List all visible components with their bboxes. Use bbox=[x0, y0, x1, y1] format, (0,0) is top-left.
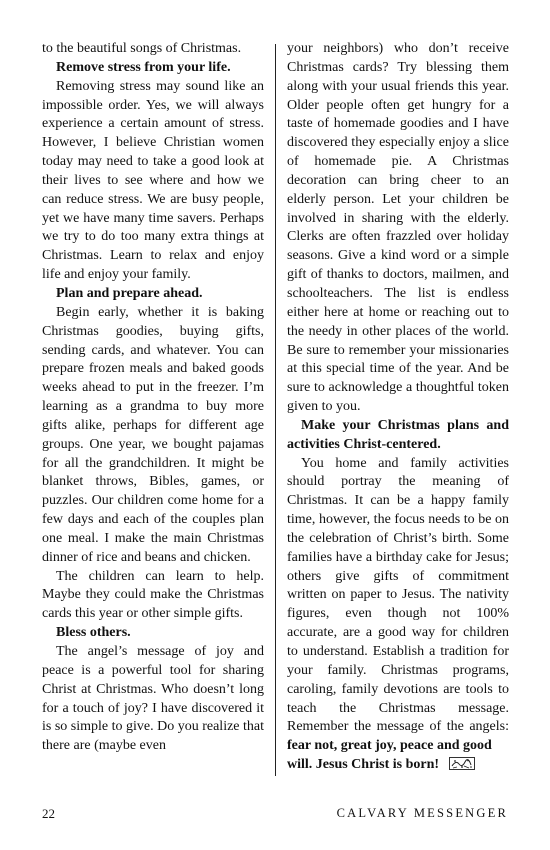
paragraph: Removing stress may sound like an impossible order. Yes, we will always experience a certain amount of stress. However, I believe Christian women today may need to take a good look at their lives to see where and how we can reduce stress. We are busy people, yet we have many time savers. Perhaps we try to do too many extra things at Christmas. Learn to relax and enjoy life and enjoy your family. bbox=[42, 78, 264, 283]
closing-emphasis: fear not, great joy, peace and good bbox=[287, 738, 492, 754]
running-head: CALVARY MESSENGER bbox=[336, 806, 508, 820]
end-of-article-ornament-icon bbox=[449, 757, 475, 770]
paragraph: to the beautiful songs of Christmas. bbox=[42, 41, 242, 56]
paragraph: The children can learn to help. Maybe they could make the Christmas cards this year or other simple gifts. bbox=[42, 568, 264, 622]
paragraph bbox=[287, 455, 509, 757]
section-heading: Plan and prepare ahead. bbox=[56, 285, 203, 301]
section-heading: Bless others. bbox=[56, 625, 131, 641]
closing-emphasis: will. Jesus Christ is born! bbox=[287, 757, 440, 773]
section-heading: Make your Christmas plans and activities Christ-centered. bbox=[287, 417, 509, 452]
paragraph: your neighbors) who don’t receive Christmas cards? Try blessing them along with your usual friends this year. Older people often get hungry for a taste of homemade goodies and I have discovered they especially enjoy a slice of homemade pie. A Christmas decoration can bring cheer to an elderly person. Let your children be involved in sharing with the elderly. Clerks are often frazzled over holiday seasons. Give a kind word or a simple gift of thanks to doctors, mailmen, and schoolteachers. The list is endless either here at home or reaching out to the needy in other places of the world. Be sure to remember your missionaries at this special time of the year. And be sure to acknowledge a thoughtful token given to you. bbox=[287, 41, 509, 415]
paragraph: Begin early, whether it is baking Christmas goodies, buying gifts, sending cards, and whatever. You can prepare frozen meals and baked goods weeks ahead to put in the freezer. I’m learning as a grandma to buy more gifts alike, perhaps for different age groups. One year, we bought pajamas for all the grandchildren. It might be blanket throws, Bibles, games, or puzzles. Our children come home for a few days and each of the couples plan one meal. I make the main Christmas dinner of rice and beans and chicken. bbox=[42, 304, 264, 565]
closing-line bbox=[287, 756, 509, 775]
page-footer bbox=[42, 806, 508, 824]
right-column bbox=[287, 40, 509, 775]
paragraph-text: You home and family activities should portray the meaning of Christmas. It can be a happy family time, however, the focus needs to be on the celebration of Christ’s birth. Some families have a birthday cake for Jesus; others give gifts of commitment written on paper to Jesus. The nativity figures, even though not 100% accurate, are a good way for children to understand. Establish a tradition for your family. Christmas programs, caroling, family devotions are tools to teach the Christmas message. Remember the message of the angels: bbox=[287, 455, 509, 735]
column-divider bbox=[275, 44, 276, 776]
section-heading: Remove stress from your life. bbox=[56, 59, 231, 75]
page-number: 22 bbox=[42, 806, 55, 821]
left-column bbox=[42, 40, 264, 756]
paragraph: The angel’s message of joy and peace is a powerful tool for sharing Christ at Christmas. Who doesn’t long for a touch of joy? I have discovered it is so simple to give. Do you realize that there are (maybe even bbox=[42, 644, 265, 754]
